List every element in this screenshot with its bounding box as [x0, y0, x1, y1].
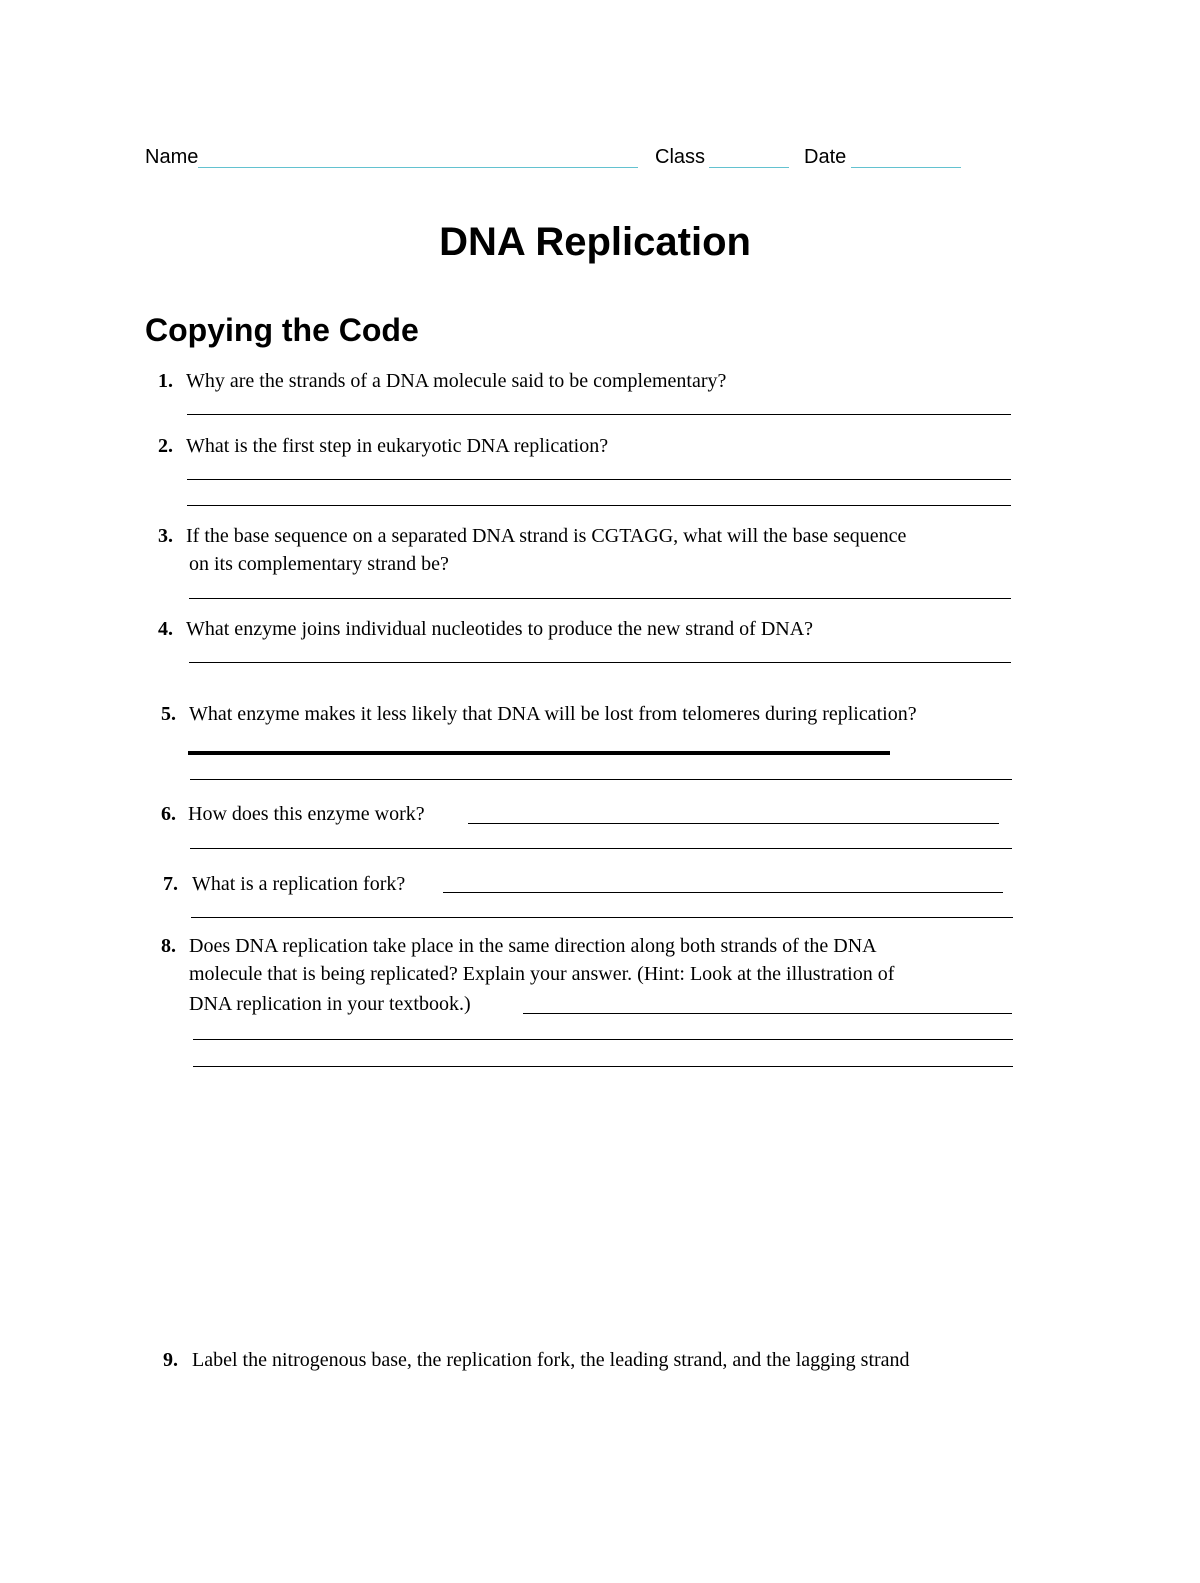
- question-number: 3.: [158, 525, 173, 547]
- name-label: Name: [145, 146, 199, 168]
- question-number: 9.: [163, 1349, 178, 1371]
- answer-line: [187, 479, 1011, 480]
- answer-line: [188, 751, 890, 755]
- question-text: Label the nitrogenous base, the replication fork, the leading strand, and the lagging strand: [192, 1349, 910, 1371]
- question-number: 5.: [161, 703, 176, 725]
- question-number: 4.: [158, 618, 173, 640]
- question-text: molecule that is being replicated? Explain your answer. (Hint: Look at the illustration of: [189, 963, 895, 985]
- question-number: 6.: [161, 803, 176, 825]
- question-number: 2.: [158, 435, 173, 457]
- answer-line: [468, 823, 999, 824]
- question-text: What enzyme makes it less likely that DNA will be lost from telomeres during replication?: [189, 703, 917, 725]
- answer-line: [190, 848, 1012, 849]
- page-title: DNA Replication: [439, 220, 751, 264]
- section-title: Copying the Code: [145, 312, 419, 348]
- question-text: What is a replication fork?: [192, 873, 406, 895]
- answer-line: [523, 1013, 1012, 1014]
- question-text: on its complementary strand be?: [189, 553, 449, 575]
- answer-line: [189, 662, 1011, 663]
- answer-line: [190, 779, 1012, 780]
- question-number: 7.: [163, 873, 178, 895]
- date-label: Date: [804, 146, 847, 168]
- question-text: Does DNA replication take place in the same direction along both strands of the DNA: [189, 935, 877, 957]
- answer-line: [193, 1066, 1013, 1067]
- name-blank: [198, 167, 638, 168]
- question-text: How does this enzyme work?: [188, 803, 425, 825]
- date-blank: [851, 167, 961, 168]
- class-label: Class: [655, 146, 706, 168]
- question-number: 8.: [161, 935, 176, 957]
- question-text: What is the first step in eukaryotic DNA replication?: [186, 435, 609, 457]
- question-text: Why are the strands of a DNA molecule said to be complementary?: [186, 370, 727, 392]
- answer-line: [193, 1039, 1013, 1040]
- class-blank: [709, 167, 789, 168]
- question-number: 1.: [158, 370, 173, 392]
- question-text: If the base sequence on a separated DNA strand is CGTAGG, what will the base sequence: [186, 525, 907, 547]
- answer-line: [191, 917, 1013, 918]
- answer-line: [187, 414, 1011, 415]
- question-text: DNA replication in your textbook.): [189, 993, 471, 1015]
- question-text: What enzyme joins individual nucleotides to produce the new strand of DNA?: [186, 618, 814, 640]
- answer-line: [187, 505, 1011, 506]
- answer-line: [189, 598, 1011, 599]
- answer-line: [443, 892, 1003, 893]
